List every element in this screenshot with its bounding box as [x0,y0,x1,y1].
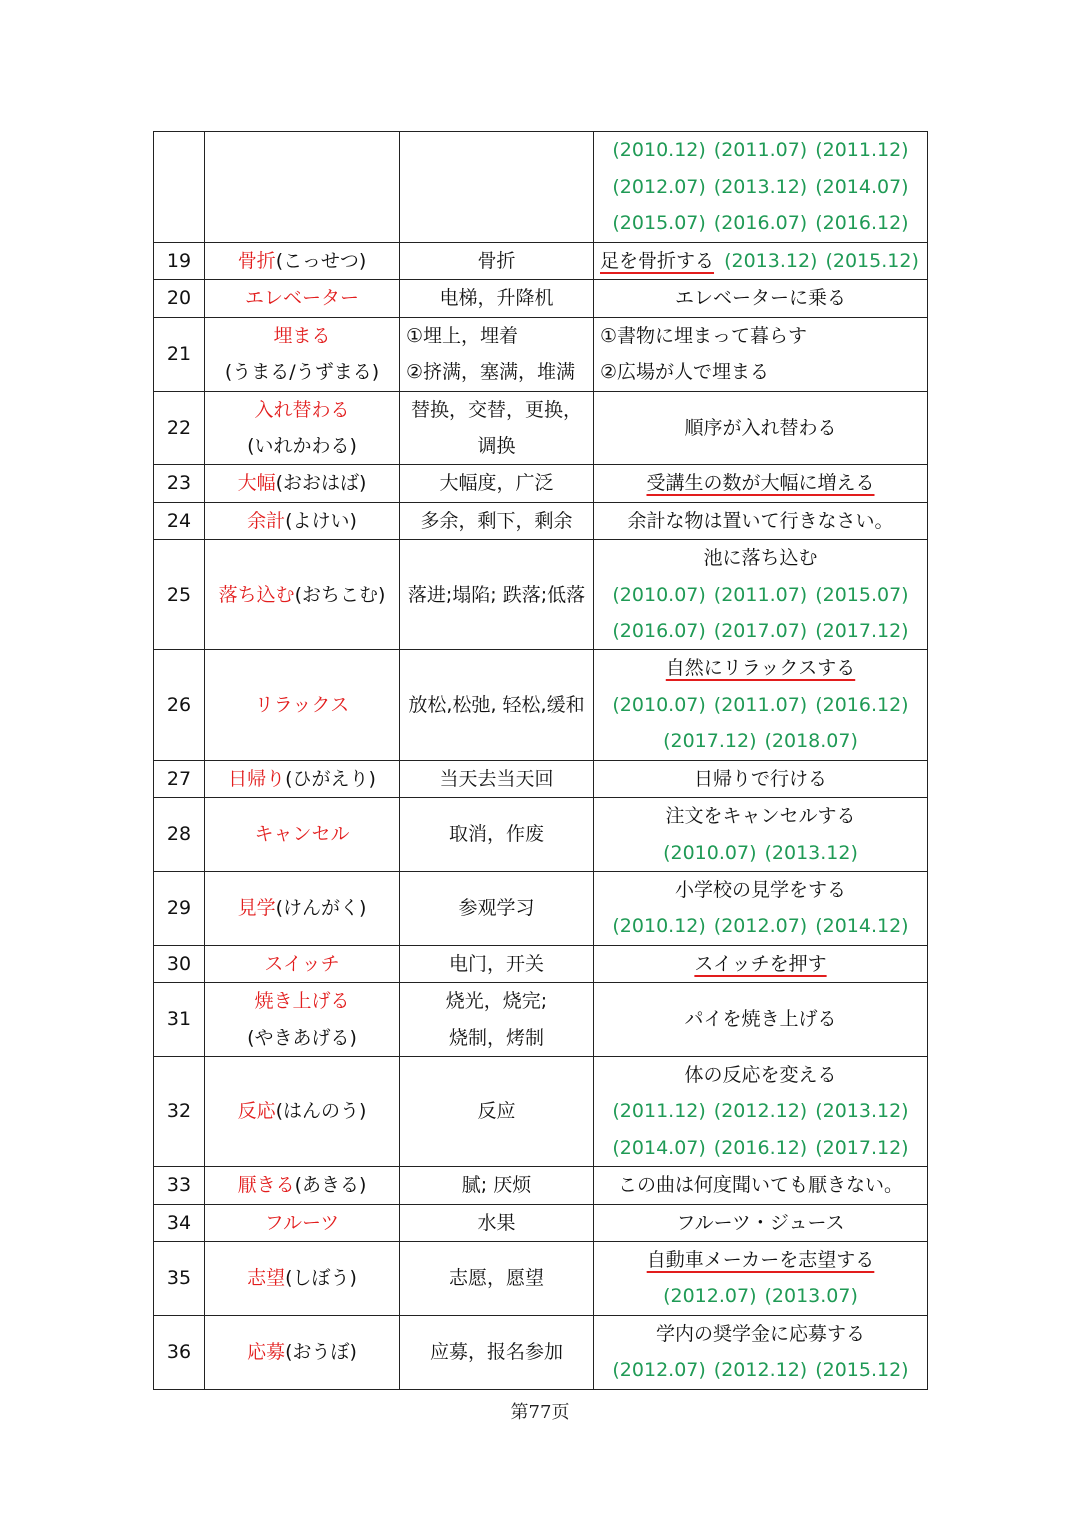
word-cell: 志望(しぼう) [205,1241,400,1315]
meaning-cell: 电门，开关 [400,945,594,982]
table-row [154,1241,928,1315]
num-cell: 36 [154,1315,205,1389]
table-row [154,280,928,317]
vocab-table [153,131,928,1390]
table-row [154,1204,928,1241]
year-line: (2010.07) (2011.07) (2015.07) [612,583,909,606]
meaning-cell: 腻; 厌烦 [400,1167,594,1204]
year-line: (2010.07) (2013.12) [663,841,858,864]
num-cell: 24 [154,502,205,539]
meaning-cell: 水果 [400,1204,594,1241]
year-line: (2017.12) (2018.07) [663,730,858,753]
example-cell: 自動車メーカーを志望する (2012.07) (2013.07) [594,1241,928,1315]
example-cell: 日帰りで行ける [594,760,928,797]
meaning-cell: 多余，剩下，剩余 [400,502,594,539]
table-row [154,983,928,1057]
example-cell: エレベーターに乗る [594,280,928,317]
meaning-cell: 电梯，升降机 [400,280,594,317]
table-row [154,871,928,945]
example-cell: 学内の奨学金に応募する (2012.07) (2012.12) (2015.12) [594,1315,928,1389]
word-cell: スイッチ [205,945,400,982]
table-row [154,391,928,465]
year-line: (2012.07) (2013.12) (2014.07) [612,175,909,198]
num-cell: 27 [154,760,205,797]
num-cell: 30 [154,945,205,982]
year-line: (2012.07) (2013.07) [663,1285,858,1308]
table-row [154,1056,928,1166]
word-cell: エレベーター [205,280,400,317]
num-cell: 31 [154,983,205,1057]
example-cell: 受講生の数が大幅に増える [594,465,928,502]
num-cell: 35 [154,1241,205,1315]
year-line: (2015.07) (2016.07) (2016.12) [612,212,909,235]
example-cell: ①書物に埋まって暮らす ②広場が人で埋まる [594,317,928,391]
example-cell: 注文をキャンセルする (2010.07) (2013.12) [594,798,928,872]
num-cell: 19 [154,243,205,280]
year-line: (2012.07) (2012.12) (2015.12) [612,1359,909,1382]
word-cell: 厭きる(あきる) [205,1167,400,1204]
num-cell: 28 [154,798,205,872]
word-cell: リラックス [205,650,400,760]
word-cell: 埋まる (うまる/うずまる) [205,317,400,391]
num-cell: 21 [154,317,205,391]
num-cell: 34 [154,1204,205,1241]
meaning-cell: ①埋上，埋着 ②挤满，塞满，堆满 [400,317,594,391]
meaning-cell [400,132,594,243]
table-row [154,1167,928,1204]
num-cell: 33 [154,1167,205,1204]
num-cell: 23 [154,465,205,502]
meaning-cell: 取消，作废 [400,798,594,872]
meaning-cell: 当天去当天回 [400,760,594,797]
year-line: (2016.07) (2017.07) (2017.12) [612,620,909,643]
year-line: (2011.12) (2012.12) (2013.12) [612,1100,909,1123]
example-cell: この曲は何度聞いても厭きない。 [594,1167,928,1204]
meaning-cell: 大幅度，广泛 [400,465,594,502]
num-cell: 32 [154,1056,205,1166]
example-cell: 体の反応を変える (2011.12) (2012.12) (2013.12) (2014.07) (2016.12) (2017.12) [594,1056,928,1166]
page-number: 第77页 [510,1402,570,1423]
word-cell: フルーツ [205,1204,400,1241]
table-row [154,540,928,650]
table-row [154,650,928,760]
word-cell: 骨折(こっせつ) [205,243,400,280]
year-line: (2010.12) (2011.07) (2011.12) [612,139,909,162]
num-cell: 29 [154,871,205,945]
table-row [154,317,928,391]
example-cell: 池に落ち込む (2010.07) (2011.07) (2015.07) (2016.07) (2017.07) (2017.12) [594,540,928,650]
example-cell: パイを焼き上げる [594,983,928,1057]
num-cell: 26 [154,650,205,760]
word-cell: キャンセル [205,798,400,872]
example-cell: 足を骨折する (2013.12) (2015.12) [594,243,928,280]
meaning-cell: 落进;塌陷; 跌落;低落 [400,540,594,650]
table-row [154,760,928,797]
word-cell: 焼き上げる (やきあげる) [205,983,400,1057]
word-cell: 応募(おうぼ) [205,1315,400,1389]
meaning-cell: 反应 [400,1056,594,1166]
example-cell: 小学校の見学をする (2010.12) (2012.07) (2014.12) [594,871,928,945]
table-row [154,945,928,982]
word-cell: 反応(はんのう) [205,1056,400,1166]
word-cell: 入れ替わる (いれかわる) [205,391,400,465]
table-row [154,465,928,502]
meaning-cell: 骨折 [400,243,594,280]
year-line: (2010.07) (2011.07) (2016.12) [612,693,909,716]
num-cell: 25 [154,540,205,650]
table-row [154,243,928,280]
example-cell: 自然にリラックスする (2010.07) (2011.07) (2016.12) (2017.12) (2018.07) [594,650,928,760]
meaning-cell: 放松,松弛, 轻松,缓和 [400,650,594,760]
word-cell: 余計(よけい) [205,502,400,539]
example-cell: フルーツ・ジュース [594,1204,928,1241]
example-cell [594,132,928,243]
word-cell: 落ち込む(おちこむ) [205,540,400,650]
meaning-cell: 志愿，愿望 [400,1241,594,1315]
year-line: (2014.07) (2016.12) (2017.12) [612,1136,909,1159]
meaning-cell: 参观学习 [400,871,594,945]
example-cell: スイッチを押す [594,945,928,982]
num-cell: 22 [154,391,205,465]
word-cell: 日帰り(ひがえり) [205,760,400,797]
num-cell: 20 [154,280,205,317]
year-line: (2010.12) (2012.07) (2014.12) [612,915,909,938]
example-cell: 余計な物は置いて行きなさい。 [594,502,928,539]
meaning-cell: 替换，交替，更换， 调换 [400,391,594,465]
table-row [154,798,928,872]
word-cell: 見学(けんがく) [205,871,400,945]
meaning-cell: 烧光，烧完; 烧制，烤制 [400,983,594,1057]
word-cell [205,132,400,243]
table-row [154,502,928,539]
num-cell [154,132,205,243]
meaning-cell: 应募，报名参加 [400,1315,594,1389]
table-row [154,1315,928,1389]
table-row [154,132,928,243]
example-cell: 順序が入れ替わる [594,391,928,465]
word-cell: 大幅(おおはば) [205,465,400,502]
